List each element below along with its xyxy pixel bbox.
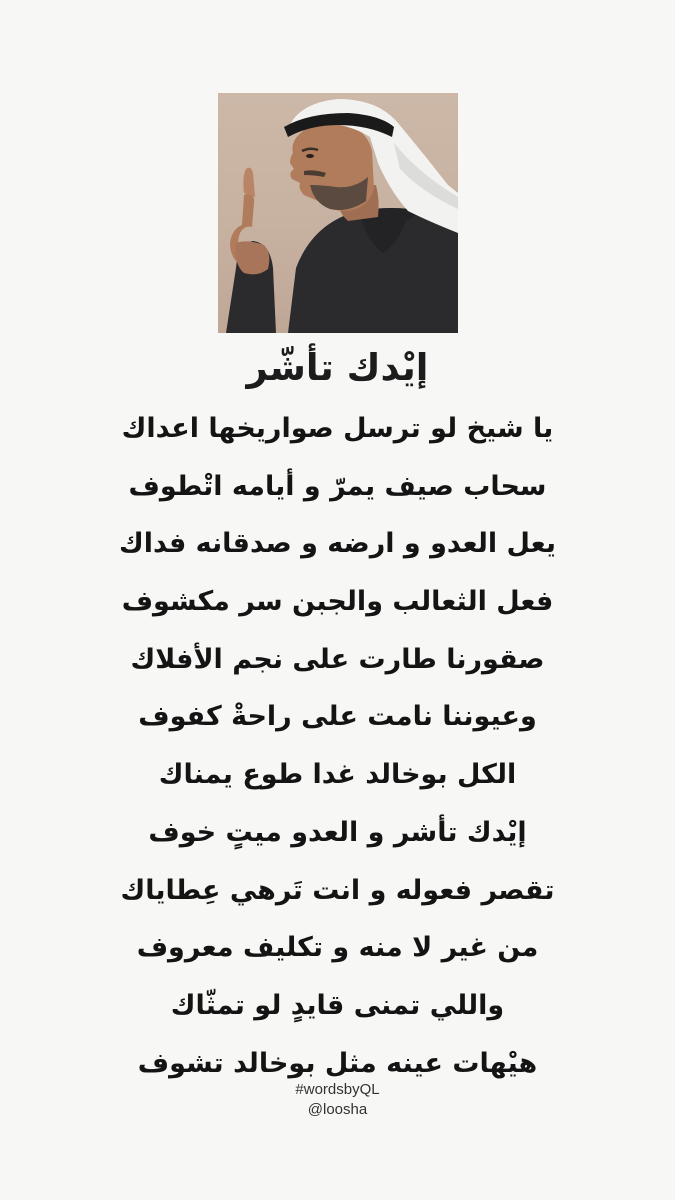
poem-line: يا شيخ لو ترسل صواريخها اعداك: [121, 413, 554, 444]
poem-line: وعيوننا نامت على راحةْ كفوف: [138, 701, 537, 733]
poem-line: من غير لا منه و تكليف معروف: [136, 932, 539, 964]
poem-line: يعل العدو و ارضه و صدقانه فداك: [118, 528, 556, 560]
credits: [0, 1080, 675, 1120]
poem-line: صقورنا طارت على نجم الأفلاك: [130, 643, 545, 675]
poem-line: سحاب صيف يمرّ و أيامه اتْطوف: [128, 470, 547, 502]
author-handle-link[interactable]: @loosha: [307, 1101, 368, 1118]
poem-line: الكل بوخالد غدا طوع يمناك: [158, 759, 517, 791]
poem-title: إيْدك تأشّر: [246, 346, 429, 389]
portrait-photo: [218, 93, 458, 333]
poem-line: إيْدك تأشر و العدو ميتٍ خوف: [148, 816, 527, 848]
hashtag-link[interactable]: #wordsbyQL: [295, 1081, 380, 1098]
poem-line: فعل الثعالب والجبن سر مكشوف: [121, 586, 554, 618]
poem-lines: [40, 400, 635, 1092]
poem-line: هيْهات عينه مثل بوخالد تشوف: [137, 1047, 538, 1079]
poem-line: واللي تمنى قايدٍ لو تمثّاك: [170, 989, 505, 1021]
poem-line: تقصر فعوله و انت تَرهي عِطاياك: [120, 874, 555, 906]
